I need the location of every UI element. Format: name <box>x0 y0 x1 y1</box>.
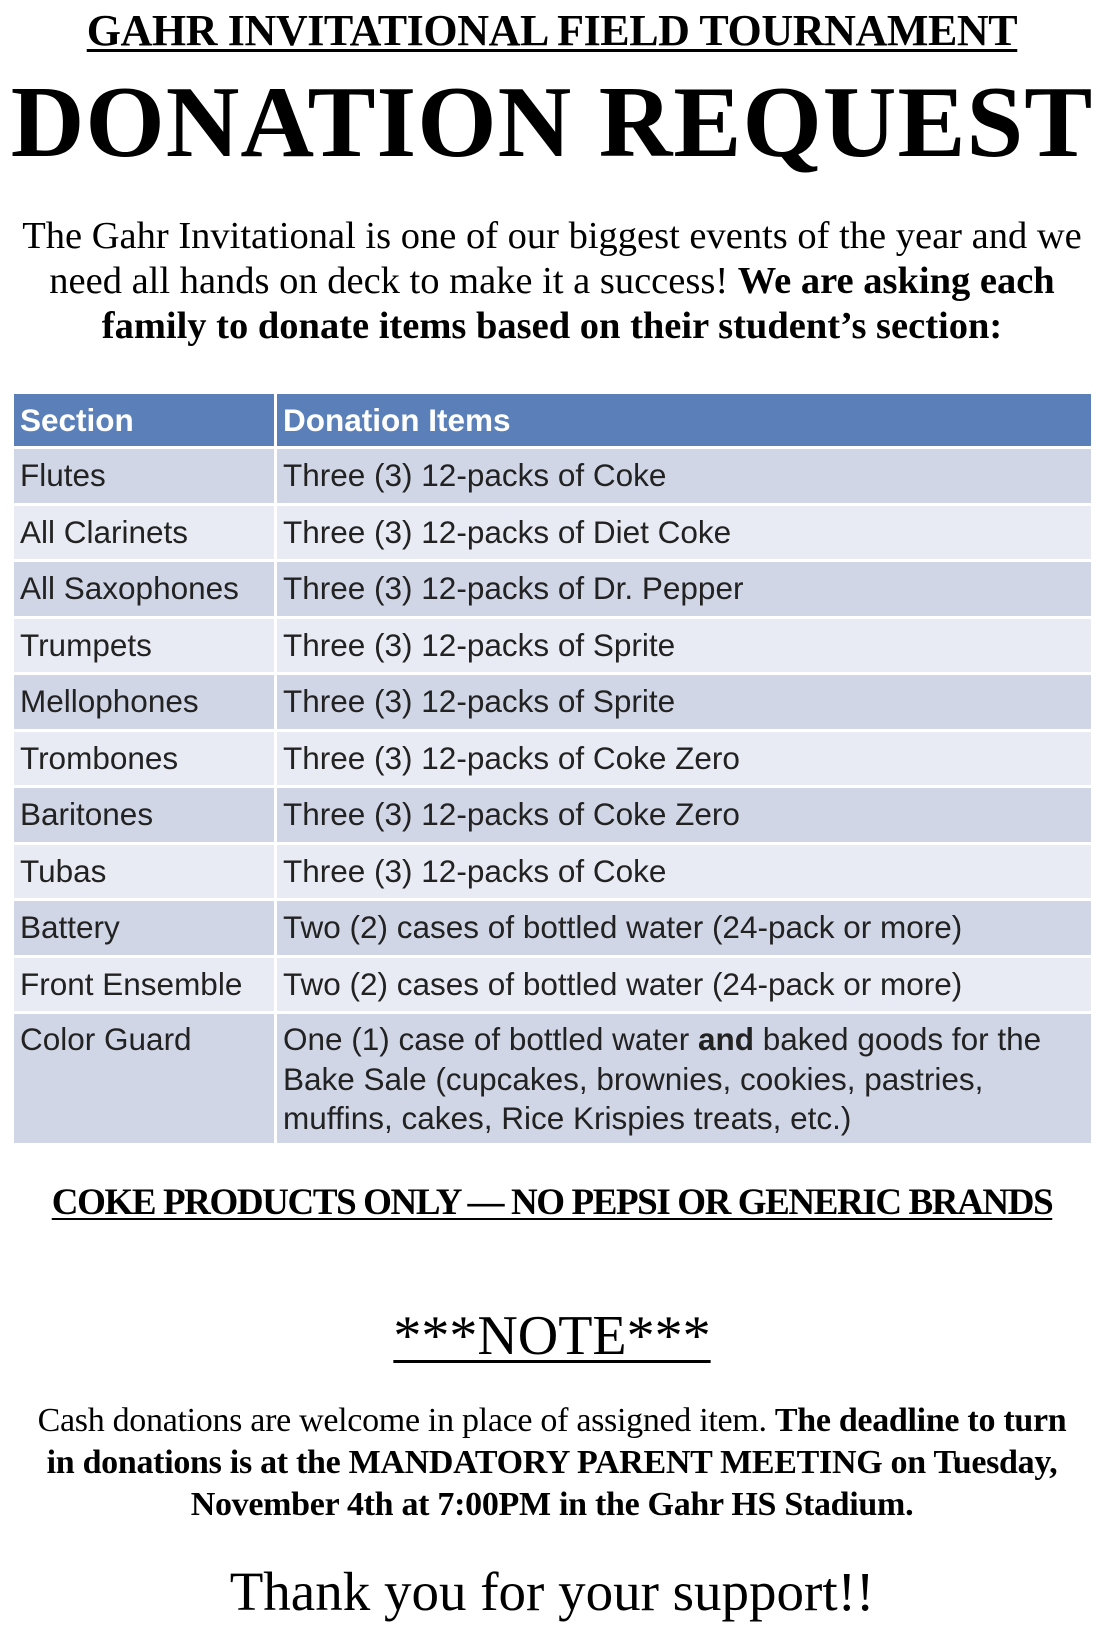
table-row <box>14 449 1091 506</box>
donation-item-cell <box>274 1014 1091 1146</box>
donation-item-cell: Three (3) 12-packs of Dr. Pepper <box>274 562 1091 619</box>
section-cell: Battery <box>14 901 274 958</box>
donation-item-cell: Three (3) 12-packs of Sprite <box>274 619 1091 676</box>
section-cell: Front Ensemble <box>14 958 274 1015</box>
page-title: DONATION REQUEST <box>10 66 1094 179</box>
donation-item-cell: Three (3) 12-packs of Diet Coke <box>274 506 1091 563</box>
donation-item-cell: Two (2) cases of bottled water (24-pack or more) <box>274 958 1091 1015</box>
donation-item-cell: Three (3) 12-packs of Sprite <box>274 675 1091 732</box>
note-text: Cash donations are welcome in place of assigned item. <box>37 1402 767 1439</box>
intro-bold-text: We are asking each family to donate items based on their student’s section: <box>101 260 1055 347</box>
table-row <box>14 1014 1091 1146</box>
donation-item-cell: Two (2) cases of bottled water (24-pack or more) <box>274 901 1091 958</box>
intro-paragraph <box>20 214 1084 349</box>
table-row <box>14 619 1091 676</box>
section-cell: Mellophones <box>14 675 274 732</box>
section-cell: Color Guard <box>14 1014 274 1146</box>
table-row <box>14 562 1091 619</box>
column-header-donation-items: Donation Items <box>274 394 1091 449</box>
brand-warning: COKE PRODUCTS ONLY — NO PEPSI OR GENERIC BRANDS <box>51 1182 1053 1223</box>
section-cell: Trombones <box>14 732 274 789</box>
note-deadline-text: The deadline to turn in donations is at the MANDATORY PARENT MEETING on Tuesday, November 4th at 7:00PM in the Gahr HS Stadium. <box>46 1402 1067 1523</box>
table-row <box>14 675 1091 732</box>
section-cell: All Clarinets <box>14 506 274 563</box>
table-row <box>14 732 1091 789</box>
table-row <box>14 506 1091 563</box>
section-cell: All Saxophones <box>14 562 274 619</box>
event-title: GAHR INVITATIONAL FIELD TOURNAMENT <box>86 6 1018 55</box>
section-cell: Baritones <box>14 788 274 845</box>
section-cell: Tubas <box>14 845 274 902</box>
table-row <box>14 958 1091 1015</box>
donation-item-cell: Three (3) 12-packs of Coke <box>274 845 1091 902</box>
donation-table <box>14 394 1091 1146</box>
column-header-section: Section <box>14 394 274 449</box>
donation-item-cell: Three (3) 12-packs of Coke <box>274 449 1091 506</box>
note-paragraph <box>20 1400 1084 1526</box>
donation-item-cell: Three (3) 12-packs of Coke Zero <box>274 732 1091 789</box>
intro-text: The Gahr Invitational is one of our biggest events of the year and we need all hands on deck to make it a success! <box>22 215 1082 302</box>
thank-you-message: Thank you for your support!! <box>229 1561 875 1622</box>
table-header-row <box>14 394 1091 449</box>
table-row <box>14 901 1091 958</box>
table-row <box>14 845 1091 902</box>
section-cell: Trumpets <box>14 619 274 676</box>
note-heading: ***NOTE*** <box>393 1305 711 1367</box>
donation-item-text: baked goods for the Bake Sale (cupcakes, brownies, cookies, pastries, muffins, cakes, Rice Krispies treats, etc.) <box>283 1021 1042 1136</box>
donation-item-text: One (1) case of bottled water <box>283 1021 698 1057</box>
donation-item-emphasis: and <box>697 1021 754 1057</box>
table-row <box>14 788 1091 845</box>
section-cell: Flutes <box>14 449 274 506</box>
donation-item-cell: Three (3) 12-packs of Coke Zero <box>274 788 1091 845</box>
